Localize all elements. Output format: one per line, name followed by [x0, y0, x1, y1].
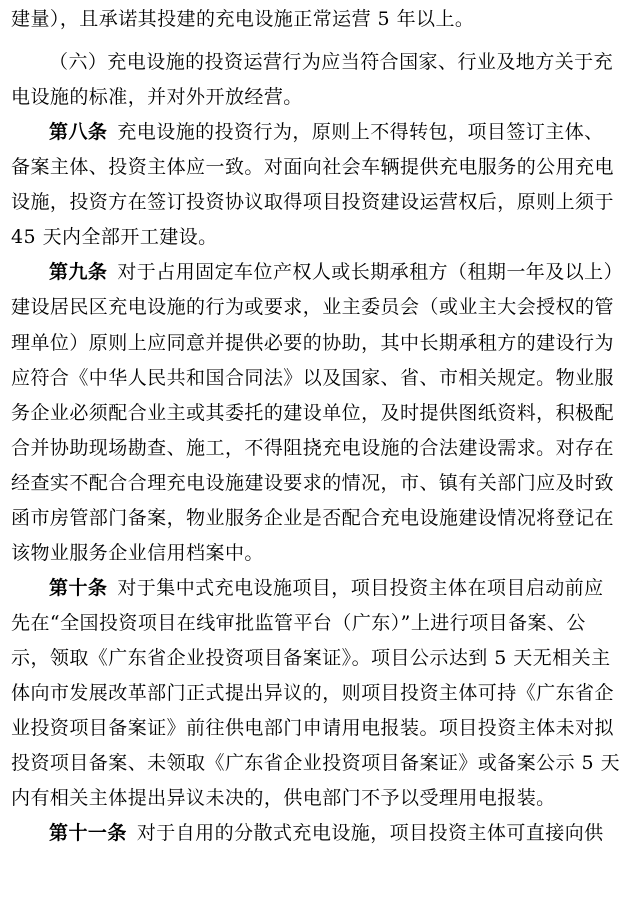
line-text: 对于集中式充电设施项目，项目投资主体在项目启动前应 — [117, 577, 604, 599]
text-line — [11, 538, 623, 568]
line-text: 务企业必须配合业主或其委托的建设单位，及时提供图纸资料，积极配 — [11, 402, 614, 424]
line-text: 内有相关主体提出异议未决的，供电部门不予以受理用电报装。 — [11, 787, 556, 809]
text-line — [11, 433, 623, 463]
line-text: 建设居民区充电设施的行为或要求，业主委员会（或业主大会授权的管 — [11, 296, 614, 318]
text-line — [49, 47, 623, 77]
text-line — [11, 363, 623, 393]
line-text: （六）充电设施的投资运营行为应当符合国家、行业及地方关于充 — [49, 51, 614, 73]
text-line — [11, 748, 623, 778]
text-line — [49, 818, 623, 848]
text-line — [11, 678, 623, 708]
text-line — [11, 82, 623, 112]
line-text: 先在“全国投资项目在线审批监管平台（广东）”上进行项目备案、公 — [11, 612, 586, 634]
text-line — [11, 468, 623, 498]
line-text: 函市房管部门备案，物业服务企业是否配合充电设施建设情况将登记在 — [11, 507, 614, 529]
line-text: 应符合《中华人民共和国合同法》以及国家、省、市相关规定。物业服 — [11, 367, 614, 389]
text-line — [11, 328, 623, 358]
line-text: 45 天内全部开工建设。 — [11, 226, 218, 248]
line-text: 示，领取《广东省企业投资项目备案证》。项目公示达到 5 天无相关主 — [11, 647, 611, 669]
text-line — [49, 257, 623, 287]
line-text: 对于自用的分散式充电设施，项目投资主体可直接向供 — [136, 822, 604, 844]
text-line — [11, 222, 623, 252]
text-line — [11, 152, 623, 182]
text-line — [11, 783, 623, 813]
text-line — [11, 713, 623, 743]
article-heading: 第八条 — [49, 121, 108, 143]
line-text: 备案主体、投资主体应一致。对面向社会车辆提供充电服务的公用充电 — [11, 156, 614, 178]
article-heading: 第十一条 — [49, 822, 127, 844]
text-line — [11, 398, 623, 428]
line-text: 合并协助现场勘查、施工，不得阻挠充电设施的合法建设需求。对存在 — [11, 437, 614, 459]
line-text: 电设施的标准，并对外开放经营。 — [11, 86, 303, 108]
text-line — [49, 573, 623, 603]
article-heading: 第十条 — [49, 577, 108, 599]
line-text: 体向市发展改革部门正式提出异议的，则项目投资主体可持《广东省企 — [11, 682, 614, 704]
text-line — [11, 608, 623, 638]
text-line — [11, 292, 623, 322]
text-line — [11, 4, 623, 34]
text-line — [11, 503, 623, 533]
line-text: 业投资项目备案证》前往供电部门申请用电报装。项目投资主体未对拟 — [11, 717, 614, 739]
line-text: 该物业服务企业信用档案中。 — [11, 542, 264, 564]
line-text: 对于占用固定车位产权人或长期承租方（租期一年及以上） — [117, 261, 623, 283]
line-text: 建量），且承诺其投建的充电设施正常运营 5 年以上。 — [11, 8, 475, 30]
text-line — [49, 117, 623, 147]
line-text: 充电设施的投资行为，原则上不得转包，项目签订主体、 — [117, 121, 604, 143]
line-text: 经查实不配合合理充电设施建设要求的情况，市、镇有关部门应及时致 — [11, 472, 614, 494]
text-line — [11, 187, 623, 217]
article-heading: 第九条 — [49, 261, 108, 283]
line-text: 设施，投资方在签订投资协议取得项目投资建设运营权后，原则上须于 — [11, 191, 614, 213]
line-text: 投资项目备案、未领取《广东省企业投资项目备案证》或备案公示 5 天 — [11, 752, 621, 774]
text-line — [11, 643, 623, 673]
line-text: 理单位）原则上应同意并提供必要的协助，其中长期承租方的建设行为 — [11, 332, 614, 354]
